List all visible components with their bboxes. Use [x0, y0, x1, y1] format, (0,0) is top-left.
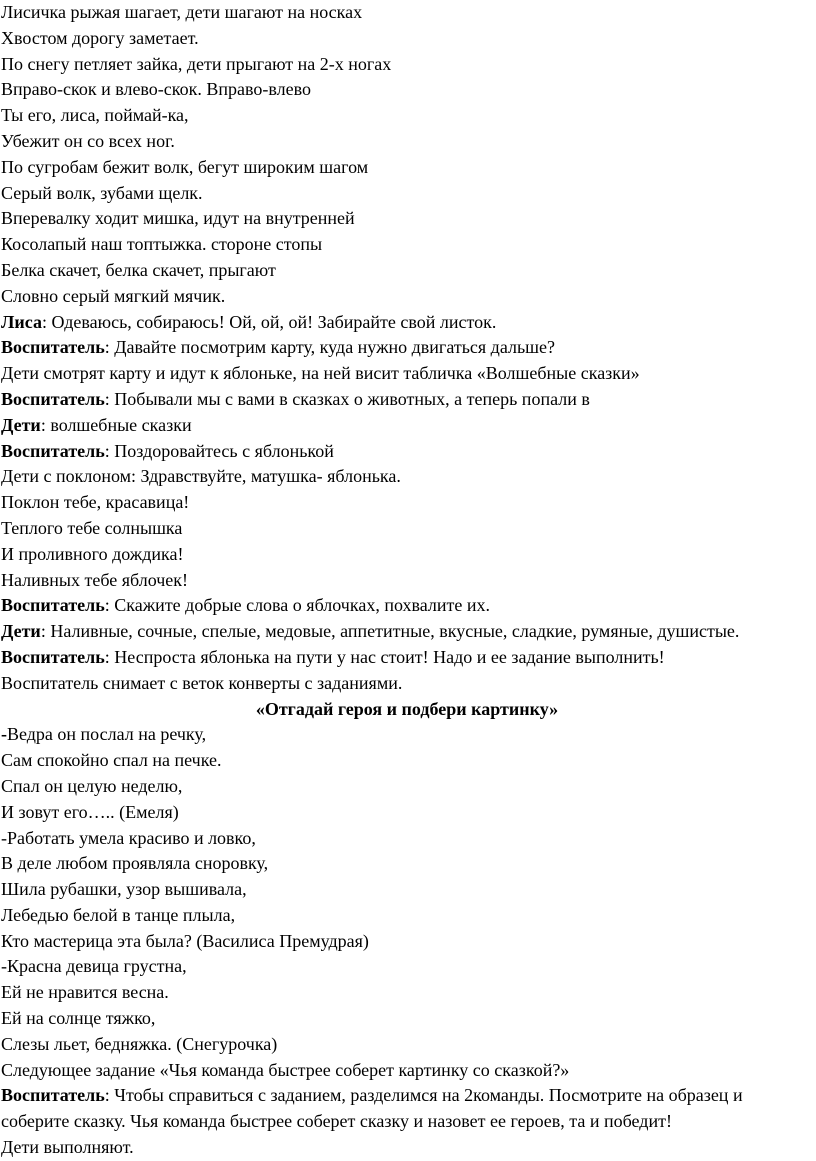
- text-line: [1, 671, 813, 697]
- line-text: Ведра он послал на речку,: [7, 724, 207, 745]
- line-text: Ей не нравится весна.: [1, 982, 169, 1003]
- text-line: [1, 929, 813, 955]
- speaker-label: Воспитатель: [1, 337, 105, 358]
- line-text: -Красна девица грустна,: [1, 956, 187, 977]
- text-line: [1, 129, 813, 155]
- line-text: Вперевалку ходит мишка, идут на внутренней: [1, 208, 355, 229]
- text-line: [1, 774, 813, 800]
- line-text: Кто мастерица эта была? (Василиса Премудрая): [1, 930, 369, 951]
- line-text: Дети смотрят карту и идут к яблоньке, на ней висит табличка «Волшебные сказки»: [1, 363, 640, 384]
- speaker-label: Воспитатель: [1, 646, 105, 667]
- section-heading: «Отгадай героя и подбери картинку»: [255, 698, 559, 719]
- line-text: : Наливные, сочные, спелые, медовые, аппетитные, вкусные, сладкие, румяные, душистые.: [40, 621, 740, 642]
- text-line: [1, 542, 813, 568]
- text-line: [1, 1032, 813, 1058]
- line-text: : Давайте посмотрим карту, куда нужно двигаться дальше?: [104, 337, 556, 358]
- line-text: Лисичка рыжая шагает, дети шагают на носках: [1, 2, 363, 22]
- line-text: Поклон тебе, красавица!: [1, 492, 190, 513]
- text-line: [1, 1083, 813, 1135]
- text-line: [1, 26, 813, 52]
- line-text: По снегу петляет зайка, дети прыгают на 2-х ногах: [1, 53, 392, 74]
- line-text: Хвостом дорогу заметает.: [1, 27, 199, 48]
- text-line: [1, 490, 813, 516]
- text-line: [1, 748, 813, 774]
- line-text: Косолапый наш топтыжка. стороне стопы: [1, 234, 323, 255]
- text-line: [1, 181, 813, 207]
- text-line: [1, 258, 813, 284]
- text-line: [1, 206, 813, 232]
- speaker-label: Дети: [1, 414, 41, 435]
- text-line: [1, 413, 813, 439]
- document-body: [1, 0, 813, 1161]
- text-line: [1, 645, 813, 671]
- line-text: : Одеваюсь, собираюсь! Ой, ой, ой! Забирайте свой листок.: [42, 311, 497, 332]
- line-text: Теплого тебе солнышка: [1, 517, 183, 538]
- text-line: [1, 103, 813, 129]
- line-text: В деле любом проявляла сноровку,: [1, 853, 269, 874]
- speaker-label: Воспитатель: [1, 595, 105, 616]
- text-line: [1, 800, 813, 826]
- line-text: Дети выполняют.: [1, 1137, 134, 1158]
- text-line: [1, 1006, 813, 1032]
- text-line: [1, 232, 813, 258]
- text-line: [1, 361, 813, 387]
- line-text: Ты его, лиса, поймай-ка,: [1, 105, 189, 126]
- text-line: [1, 619, 813, 645]
- line-text: Слезы льет, бедняжка. (Снегурочка): [1, 1033, 278, 1054]
- speaker-label: Лиса: [1, 311, 42, 332]
- line-text: Воспитатель снимает с веток конверты с заданиями.: [1, 672, 403, 693]
- line-text: Сам спокойно спал на печке.: [1, 750, 222, 771]
- text-line: [1, 851, 813, 877]
- line-text: -Работать умела красиво и ловко,: [1, 827, 256, 848]
- speaker-label: Воспитатель: [1, 388, 105, 409]
- line-text: Белка скачет, белка скачет, прыгают: [1, 259, 276, 280]
- text-line: [1, 903, 813, 929]
- text-line: [1, 464, 813, 490]
- text-line: [1, 335, 813, 361]
- line-text: По сугробам бежит волк, бегут широким шагом: [1, 156, 369, 177]
- text-line: [1, 954, 813, 980]
- speaker-label: Воспитатель: [1, 440, 105, 461]
- text-line: [1, 516, 813, 542]
- line-text: Ей на солнце тяжко,: [1, 1008, 156, 1029]
- line-text: Следующее задание «Чья команда быстрее соберет картинку со сказкой?»: [1, 1059, 570, 1080]
- speaker-label: -: [1, 724, 7, 745]
- text-line: [1, 284, 813, 310]
- speaker-label: Дети: [1, 621, 41, 642]
- text-line: [1, 77, 813, 103]
- line-text: Убежит он со всех ног.: [1, 130, 175, 151]
- text-line: [1, 1135, 813, 1161]
- line-text: Спал он целую неделю,: [1, 775, 183, 796]
- line-text: Серый волк, зубами щелк.: [1, 182, 203, 203]
- text-line: [1, 1058, 813, 1084]
- line-text: : Скажите добрые слова о яблочках, похвалите их.: [104, 595, 491, 616]
- text-line: [1, 52, 813, 78]
- line-text: Лебедью белой в танце плыла,: [1, 904, 236, 925]
- line-text: Вправо-скок и влево-скок. Вправо-влево: [1, 79, 311, 100]
- line-text: Наливных тебе яблочек!: [1, 569, 189, 590]
- text-line: [1, 439, 813, 465]
- text-line: [1, 387, 813, 413]
- line-text: : волшебные сказки: [40, 414, 192, 435]
- speaker-label: Воспитатель: [1, 1085, 105, 1106]
- text-line: [1, 310, 813, 336]
- line-text: : Неспроста яблонька на пути у нас стоит! Надо и ее задание выполнить!: [104, 646, 665, 667]
- line-text: : Чтобы справиться с заданием, разделимся на 2команды. Посмотрите на образец и соберите сказку. Чья команда быстрее соберет сказку и назовет ее героев, та и победит!: [1, 1085, 743, 1132]
- line-text: Шила рубашки, узор вышивала,: [1, 879, 247, 900]
- text-line: [1, 568, 813, 594]
- line-text: : Побывали мы с вами в сказках о животных, а теперь попали в: [104, 388, 590, 409]
- text-line: [1, 155, 813, 181]
- line-text: И проливного дождика!: [1, 543, 184, 564]
- line-text: : Поздоровайтесь с яблонькой: [104, 440, 334, 461]
- text-line: [1, 593, 813, 619]
- text-line: [1, 877, 813, 903]
- text-line: [1, 722, 813, 748]
- line-text: Дети с поклоном: Здравствуйте, матушка- яблонька.: [1, 466, 401, 487]
- text-line: [1, 0, 813, 26]
- line-text: И зовут его….. (Емеля): [1, 801, 179, 822]
- text-line: [1, 826, 813, 852]
- line-text: Словно серый мягкий мячик.: [1, 285, 226, 306]
- text-line: [1, 980, 813, 1006]
